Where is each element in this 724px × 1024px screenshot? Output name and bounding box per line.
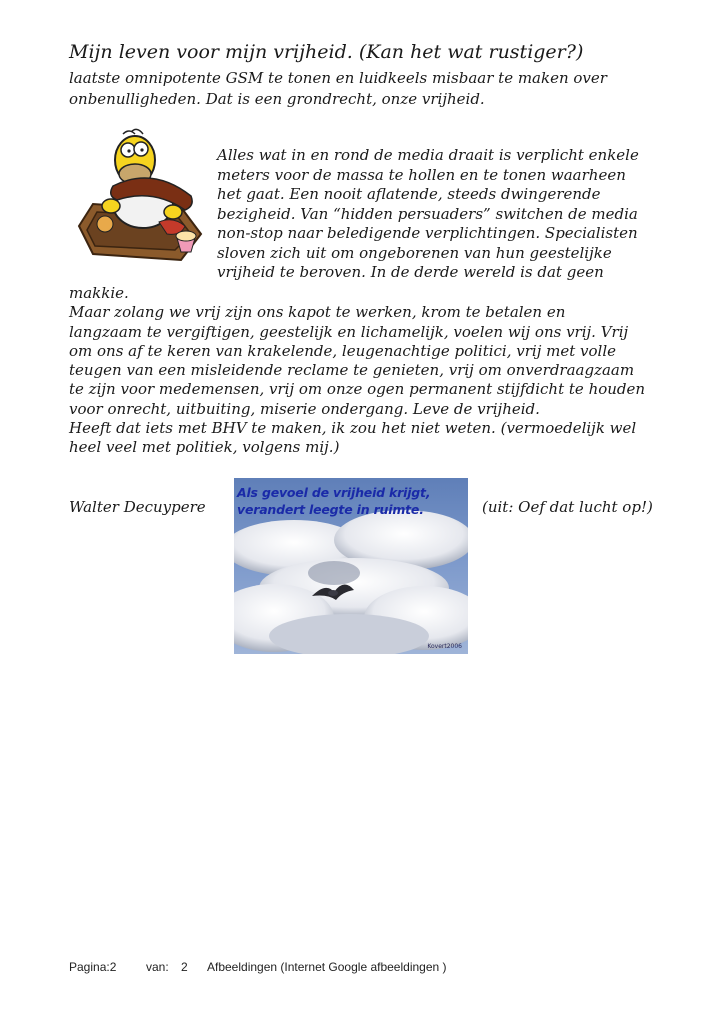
source-note: (uit: Oef dat lucht op!) xyxy=(482,498,653,516)
text-line: bezigheid. Van “hidden persuaders” switchen de media xyxy=(217,204,638,223)
text-line: om ons af te keren van krakelende, leugenachtige politici, vrij met volle xyxy=(69,341,616,360)
page-title: Mijn leven voor mijn vrijheid. (Kan het wat rustiger?) xyxy=(69,41,584,63)
text-line: het gaat. Een nooit aflatende, steeds dwingerende xyxy=(217,185,601,203)
page-of-label: van: xyxy=(146,960,169,974)
caption-line: verandert leegte in ruimte. xyxy=(237,502,424,517)
text-line: heel veel met politiek, volgens mij.) xyxy=(69,438,340,457)
text-line: Maar zolang we vrij zijn ons kapot te werken, krom te betalen en xyxy=(69,303,566,322)
text-line: non-stop naar beledigende verplichtingen. Specialisten xyxy=(217,224,638,242)
text-line: sloven zich uit om ongeborenen van hun geestelijke xyxy=(217,243,612,262)
intro-line: onbenulligheden. Dat is een grondrecht, onze vrijheid. xyxy=(69,90,485,108)
text-line: meters voor de massa te hollen en te tonen waarheen xyxy=(217,165,626,184)
photo-caption xyxy=(237,484,465,518)
intro-paragraph xyxy=(69,68,689,110)
text-line: Alles wat in en rond de media draait is verplicht enkele xyxy=(217,146,639,164)
author-signature: Walter Decuypere xyxy=(69,498,206,516)
homer-cartoon-image xyxy=(73,126,208,266)
text-line: te zijn voor medemensen, vrij om onze ogen permanent stijfdicht te houden xyxy=(69,380,646,399)
text-line: langzaam te vergiftigen, geestelijk en lichamelijk, voelen wij ons vrij. Vrij xyxy=(69,322,629,341)
wrapped-paragraph xyxy=(217,146,687,283)
intro-line: laatste omnipotente GSM te tonen en luidkeels misbaar te maken over xyxy=(69,69,607,87)
text-line: Heeft dat iets met BHV te maken, ik zou het niet weten. (vermoedelijk wel xyxy=(69,419,637,438)
caption-line: Als gevoel de vrijheid krijgt, xyxy=(237,485,431,500)
sky-bird-photo xyxy=(234,478,468,654)
footer-note: Afbeeldingen (Internet Google afbeeldingen ) xyxy=(207,960,447,974)
text-line: vrijheid te beroven. In de derde wereld is dat geen xyxy=(217,263,604,281)
page-total: 2 xyxy=(181,960,188,974)
page-number-label: Pagina:2 xyxy=(69,960,117,974)
page-footer xyxy=(0,960,724,976)
text-line: teugen van een misleidende reclame te genieten, vrij om onverdraagzaam xyxy=(69,361,635,380)
text-line: makkie. xyxy=(69,284,129,302)
body-paragraph xyxy=(69,284,689,458)
photo-watermark: Kovert2006 xyxy=(427,643,462,650)
text-line: voor onrecht, uitbuiting, miserie ondergang. Leve de vrijheid. xyxy=(69,399,540,418)
